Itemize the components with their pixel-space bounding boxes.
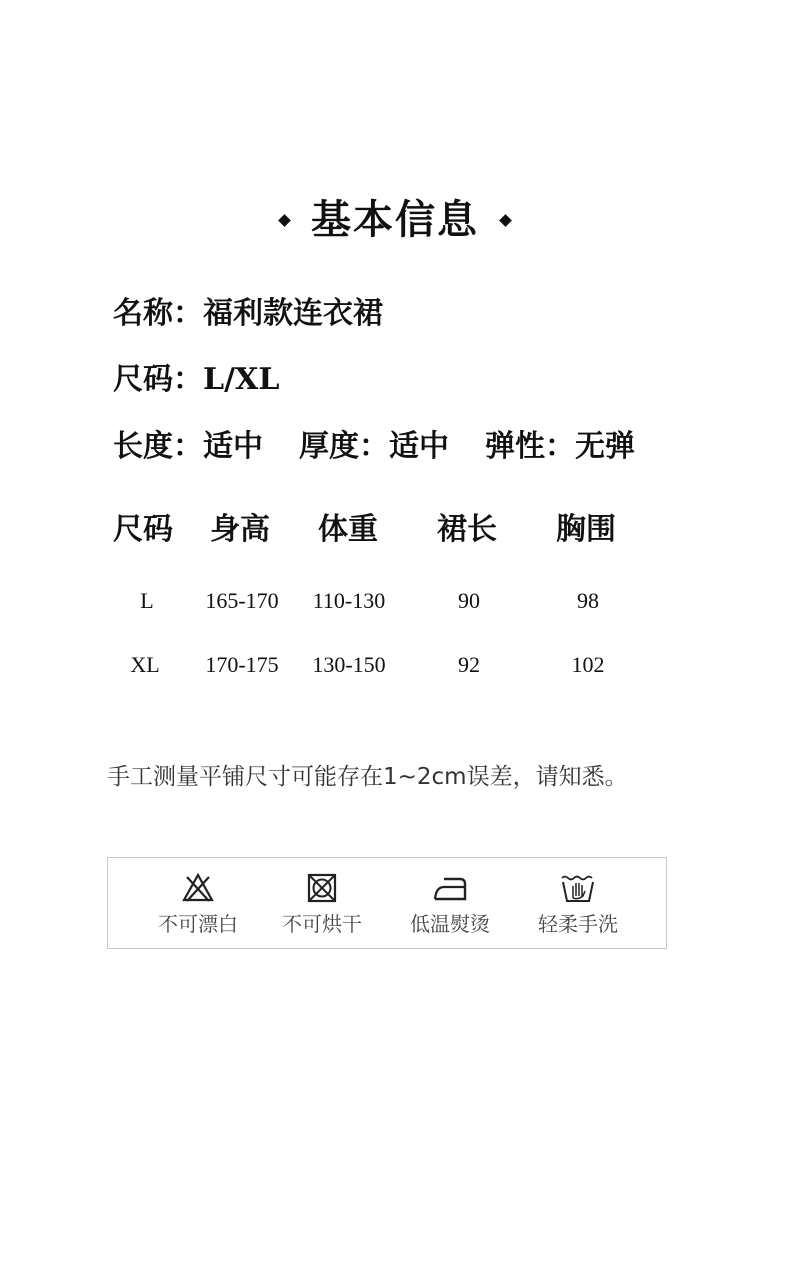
size-value: L/XL [203,362,280,397]
length-label: 长度： [113,429,203,464]
hand-wash-icon [560,872,596,904]
care-label: 不可烘干 [282,912,362,936]
elasticity-value: 无弹 [575,429,635,464]
title-text: 基本信息 [311,196,479,243]
low-iron-icon [432,872,468,904]
info-size-line [113,360,279,400]
name-label: 名称： [113,296,203,331]
table-header-dress-length: 裙长 [437,512,497,547]
care-item-low-iron [390,858,510,950]
thickness-label: 厚度： [299,429,389,464]
table-header-weight: 体重 [318,512,378,547]
length-value: 适中 [203,429,263,464]
thickness-value: 适中 [389,429,449,464]
care-label: 低温熨烫 [410,912,490,936]
table-cell-weight: 110-130 [312,588,386,613]
table-header-height: 身高 [210,512,270,547]
table-cell-dress-length: 92 [458,652,480,677]
care-label: 轻柔手洗 [538,912,618,936]
size-label: 尺码： [113,362,203,397]
info-name-line [113,294,383,334]
info-attributes-line [113,427,635,467]
table-cell-bust: 102 [571,652,605,677]
care-item-hand-wash [518,858,638,950]
section-title [0,190,790,250]
table-cell-height: 165-170 [205,588,279,613]
table-cell-weight: 130-150 [312,652,386,677]
care-item-no-bleach [138,858,258,950]
name-value: 福利款连衣裙 [203,296,383,331]
table-cell-bust: 98 [577,588,599,613]
care-instructions-box [107,857,667,949]
table-cell-dress-length: 90 [458,588,480,613]
diamond-right-icon [499,214,512,227]
no-bleach-icon [180,872,216,904]
care-item-no-tumble-dry [262,858,382,950]
table-cell-size: L [140,588,154,613]
table-cell-size: XL [130,652,160,677]
measurement-note: 手工测量平铺尺寸可能存在1~2cm误差，请知悉。 [107,764,628,790]
diamond-left-icon [278,214,291,227]
table-header-size: 尺码 [113,512,173,547]
no-tumble-dry-icon [304,872,340,904]
care-label: 不可漂白 [158,912,238,936]
elasticity-label: 弹性： [485,429,575,464]
table-cell-height: 170-175 [205,652,279,677]
table-header-bust: 胸围 [556,512,616,547]
